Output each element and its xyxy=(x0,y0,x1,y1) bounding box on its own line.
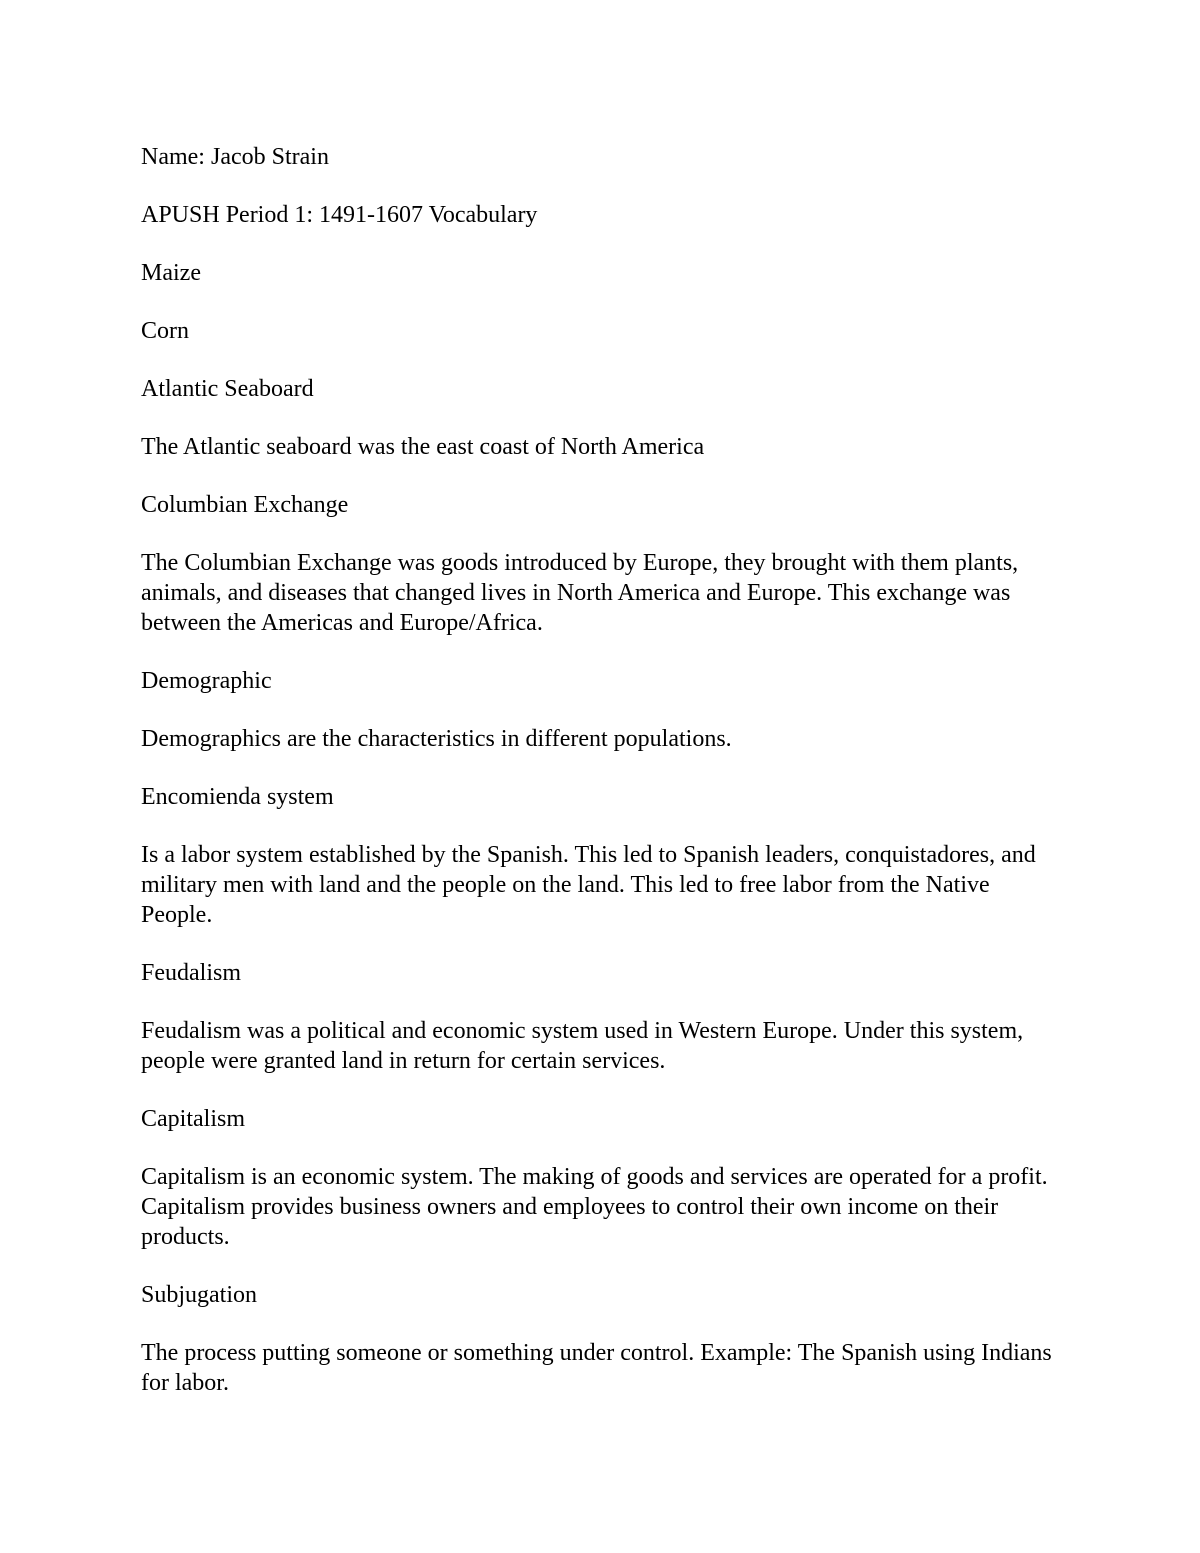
definition-encomienda-system: Is a labor system established by the Spanish. This led to Spanish leaders, conquistadores, and military men with land and the people on the land. This led to free labor from the Native People. xyxy=(141,842,1036,928)
term-maize: Maize xyxy=(141,260,201,286)
term-subjugation: Subjugation xyxy=(141,1282,258,1308)
document-title: APUSH Period 1: 1491-1607 Vocabulary xyxy=(141,202,538,228)
term-encomienda-system: Encomienda system xyxy=(141,784,334,810)
definition-capitalism: Capitalism is an economic system. The making of goods and services are operated for a profit. Capitalism provides business owners and employees to control their own income on their products. xyxy=(141,1164,1048,1250)
name-line: Name: Jacob Strain xyxy=(141,144,329,170)
term-atlantic-seaboard: Atlantic Seaboard xyxy=(141,376,314,402)
term-columbian-exchange: Columbian Exchange xyxy=(141,492,349,518)
definition-demographic: Demographics are the characteristics in different populations. xyxy=(141,726,732,752)
term-feudalism: Feudalism xyxy=(141,960,241,986)
term-demographic: Demographic xyxy=(141,668,272,694)
definition-maize: Corn xyxy=(141,318,189,344)
definition-feudalism: Feudalism was a political and economic system used in Western Europe. Under this system, people were granted land in return for certain services. xyxy=(141,1018,1024,1074)
definition-columbian-exchange: The Columbian Exchange was goods introduced by Europe, they brought with them plants, animals, and diseases that changed lives in North America and Europe. This exchange was between the Americas and Europe/Africa. xyxy=(141,550,1019,636)
definition-atlantic-seaboard: The Atlantic seaboard was the east coast of North America xyxy=(141,434,705,460)
definition-subjugation: The process putting someone or something under control. Example: The Spanish using Indians for labor. xyxy=(141,1340,1052,1396)
document-body xyxy=(141,142,1061,1426)
term-capitalism: Capitalism xyxy=(141,1106,245,1132)
